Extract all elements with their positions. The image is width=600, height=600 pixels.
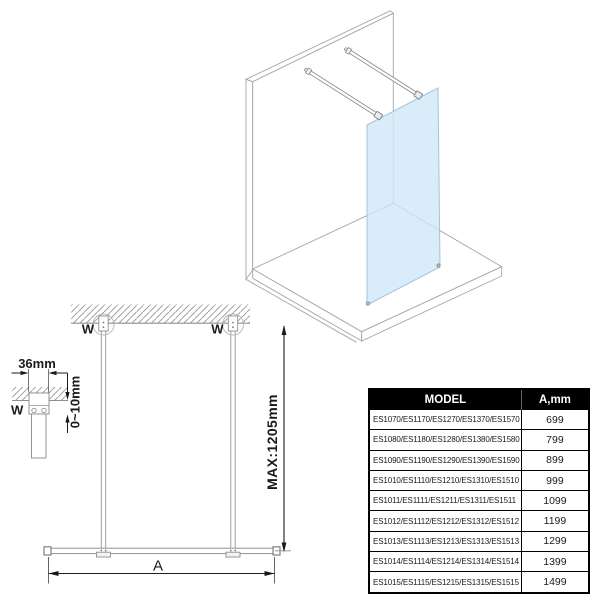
value-cell: 1399 bbox=[521, 552, 589, 572]
value-cell: 899 bbox=[521, 450, 589, 470]
model-cell: ES1015/ES1115/ES1215/ES1315/ES1515 bbox=[369, 572, 521, 593]
table-row bbox=[369, 450, 589, 470]
value-cell: 999 bbox=[521, 470, 589, 490]
detail-view bbox=[11, 356, 83, 458]
model-cell: ES1070/ES1170/ES1270/ES1370/ES1570 bbox=[369, 410, 521, 430]
value-cell: 1299 bbox=[521, 531, 589, 551]
value-cell: 1099 bbox=[521, 491, 589, 511]
detail-bracket-label: W bbox=[11, 402, 24, 418]
glass-foot-right bbox=[437, 264, 440, 267]
model-cell: ES1012/ES1112/ES1212/ES1312/ES1512 bbox=[369, 511, 521, 531]
model-cell: ES1013/ES1113/ES1213/ES1313/ES1513 bbox=[369, 531, 521, 551]
glass-top-bar bbox=[44, 547, 280, 557]
model-cell: ES1090/ES1190/ES1290/ES1390/ES1590 bbox=[369, 450, 521, 470]
table-row bbox=[369, 552, 589, 572]
table-row bbox=[369, 430, 589, 450]
table-row bbox=[369, 511, 589, 531]
detail-bracket bbox=[29, 393, 49, 414]
glass-panel bbox=[367, 88, 440, 305]
table-row bbox=[369, 531, 589, 551]
dimension-width-a bbox=[49, 557, 275, 584]
table-header-row bbox=[369, 389, 589, 410]
table-row bbox=[369, 470, 589, 490]
table-row bbox=[369, 491, 589, 511]
iso-view bbox=[246, 11, 502, 343]
value-cell: 699 bbox=[521, 410, 589, 430]
value-cell: 799 bbox=[521, 430, 589, 450]
ceiling-bracket-right bbox=[228, 316, 237, 331]
header-a-mm: A,mm bbox=[521, 389, 589, 410]
model-cell: ES1080/ES1180/ES1280/ES1380/ES1580 bbox=[369, 430, 521, 450]
bracket-label-right: W bbox=[211, 321, 224, 337]
front-view bbox=[44, 305, 291, 584]
dimension-max-height bbox=[264, 325, 291, 553]
ceiling-gap-label: 0~10mm bbox=[67, 375, 83, 429]
bracket-label-left: W bbox=[81, 321, 94, 337]
max-height-label: MAX:1205mm bbox=[264, 394, 280, 490]
glass-foot-left bbox=[366, 302, 369, 305]
value-cell: 1199 bbox=[521, 511, 589, 531]
table-row bbox=[369, 572, 589, 593]
pole-left bbox=[101, 331, 105, 548]
value-cell: 1499 bbox=[521, 572, 589, 593]
dimension-ceiling-gap bbox=[65, 373, 82, 433]
pole-right bbox=[231, 331, 235, 548]
model-cell: ES1010/ES1110/ES1210/ES1310/ES1510 bbox=[369, 470, 521, 490]
model-cell: ES1014/ES1114/ES1214/ES1314/ES1514 bbox=[369, 552, 521, 572]
model-table bbox=[368, 388, 590, 594]
model-cell: ES1011/ES1111/ES1211/ES1311/ES1511 bbox=[369, 491, 521, 511]
table-row bbox=[369, 410, 589, 430]
ceiling-bracket-left bbox=[99, 316, 108, 331]
width-label: A bbox=[152, 557, 164, 575]
bracket-width-label: 36mm bbox=[18, 356, 56, 371]
header-model: MODEL bbox=[369, 389, 521, 410]
detail-pole bbox=[32, 414, 47, 458]
